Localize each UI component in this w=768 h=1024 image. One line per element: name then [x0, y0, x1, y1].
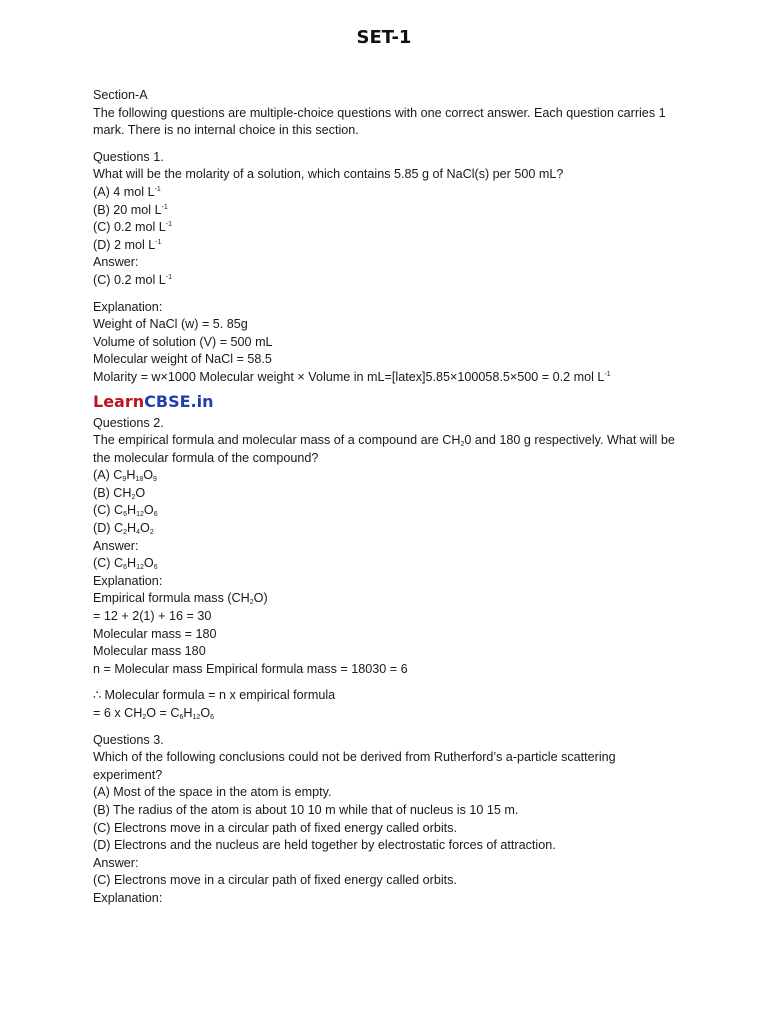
q1-explanation-line: Volume of solution (V) = 500 mL [93, 334, 273, 349]
q2-explanation-line: Empirical formula mass $(CH_2O)$ [93, 591, 268, 607]
q1-explanation-line: Molecular weight of NaCl = 58.5 [93, 352, 272, 367]
q2-explanation-line: n = Molecular mass Empirical formula mass = 18030 = 6 [93, 661, 408, 676]
page-title: SET-1 [356, 27, 412, 48]
q2-option-a: (A) $C_9H_{18}O_9$ [93, 468, 157, 484]
q1-explanation-label: Explanation: [93, 299, 163, 314]
q3-question: Which of the following conclusions could not be derived from Rutherford’s a-particle scattering experiment? [93, 750, 616, 782]
q1-option-a: (A) 4 mol $L^{-1}$ [93, 184, 161, 199]
q2-answer: (C) $C_6H_{12}O_6$ [93, 556, 158, 572]
q2-option-b: (B) $CH_2O$ [93, 485, 146, 501]
learncbse-logo: Learn CBSE .in [93, 391, 214, 411]
section-intro: The following questions are multiple-choice questions with one correct answer. Each question carries 1 mark. There is no internal choice in this section. [93, 105, 666, 138]
q2-question: The empirical formula and molecular mass of a compound are $CH_20$ and 180 g respectively. What will be the molecular formula of the compound? [93, 433, 675, 465]
q2-explanation-label: Explanation: [93, 573, 163, 588]
q2-explanation-line: = 6 x $CH_2O = C_6H_{12}O_6$ [93, 706, 215, 721]
document-body [93, 87, 685, 908]
q3-option-d: (D) Electrons and the nucleus are held together by electrostatic forces of attraction. [93, 838, 556, 853]
q1-option-b: (B) 20 mol $L^{-1}$ [93, 202, 168, 217]
q1-heading: Questions 1. [93, 149, 164, 164]
q2-option-d: (D) $C_2H_4O_2$ [93, 521, 154, 537]
q3-option-c: (C) Electrons move in a circular path of fixed energy called orbits. [93, 820, 457, 835]
q3-option-b: (B) The radius of the atom is about 10 10 m while that of nucleus is 10 15 m. [93, 802, 519, 817]
q2-option-c: (C) $C_6H_{12}O_6$ [93, 503, 158, 519]
q1-answer-label: Answer: [93, 255, 139, 270]
q2-heading: Questions 2. [93, 415, 164, 430]
q2-explanation-line: Molecular mass 180 [93, 644, 206, 659]
q2-explanation-line: Molecular mass = 180 [93, 626, 217, 641]
q1-option-c: (C) 0.2 mol $L^{-1}$ [93, 220, 173, 235]
q1-answer: (C) 0.2 mol $L^{-1}$ [93, 272, 173, 287]
q1-question: What will be the molarity of a solution, which contains 5.85 g of NaCl(s) per 500 mL? [93, 167, 564, 182]
q1-explanation-line: Molarity = w×1000 Molecular weight × Volume in mL=[latex]5.85×100058.5×500 = 0.2 mol $L^{-1}$ [93, 369, 611, 384]
q3-option-a: (A) Most of the space in the atom is empty. [93, 785, 332, 800]
section-heading: Section-A [93, 88, 148, 102]
q3-explanation-label: Explanation: [93, 890, 163, 905]
q1-explanation-line: Weight of NaCl (w) = 5. 85g [93, 317, 248, 332]
q2-answer-label: Answer: [93, 538, 139, 553]
q3-answer-label: Answer: [93, 855, 139, 870]
q3-answer: (C) Electrons move in a circular path of fixed energy called orbits. [93, 873, 457, 888]
q2-explanation-line: = 12 + 2(1) + 16 = 30 [93, 609, 212, 624]
q1-option-d: (D) 2 mol $L^{-1}$ [93, 237, 162, 252]
q2-explanation-line: ∴ Molecular formula = n x empirical formula [93, 688, 336, 703]
q3-heading: Questions 3. [93, 732, 164, 747]
